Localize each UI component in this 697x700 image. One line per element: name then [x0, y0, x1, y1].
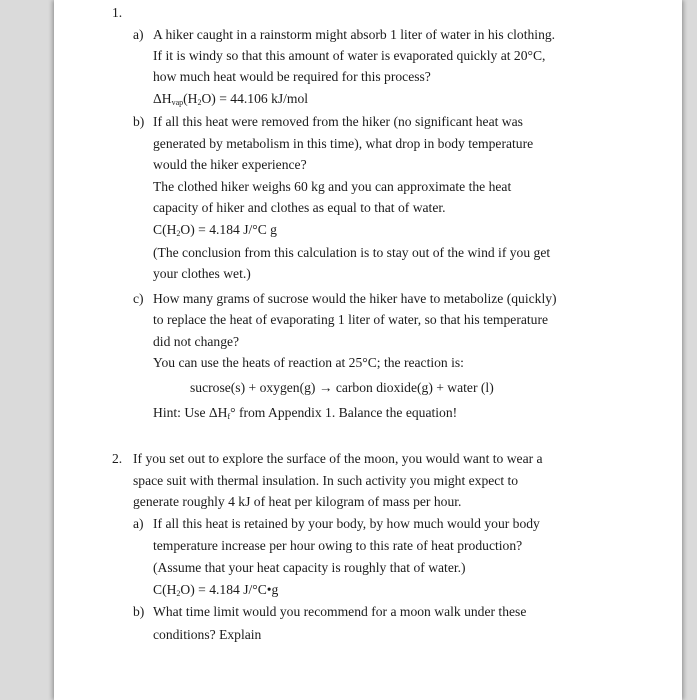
q1b-text-line-5: capacity of hiker and clothes as equal to that of water. [153, 200, 446, 215]
q1c-text-line-4: You can use the heats of reaction at 25°C; the reaction is: [153, 355, 464, 370]
q1a-text-line-3: how much heat would be required for this process? [153, 69, 431, 84]
q1c-text-line-1: How many grams of sucrose would the hiker have to metabolize (quickly) [153, 291, 557, 306]
q1b-text-line-1: If all this heat were removed from the hiker (no significant heat was [153, 114, 523, 129]
q1b-text-line-2: generated by metabolism in this time), what drop in body temperature [153, 136, 534, 151]
q1b-label: b) [133, 114, 145, 129]
q1b-note-line-1: (The conclusion from this calculation is to stay out of the wind if you get [153, 245, 551, 260]
q1b-text-line-3: would the hiker experience? [153, 157, 307, 172]
q2a-label: a) [133, 516, 144, 531]
q1a-label: a) [133, 27, 144, 42]
q2b-text-line-2: conditions? Explain [153, 627, 262, 642]
q1c-hint: Hint: Use $\Delta H_f^\circ$ from Appendix 1. Balance the equation! [153, 405, 458, 421]
q2-text-line-2: space suit with thermal insulation. In such activity you might expect to [133, 473, 519, 488]
question-2-number: 2. [112, 451, 123, 466]
q1b-heat-capacity-formula: $C(H_2O) = 4.184$ J/°C g [153, 222, 277, 238]
q1b-note-line-2: your clothes wet.) [153, 266, 251, 281]
question-1-number: 1. [112, 5, 123, 20]
q2-text-line-3: generate roughly 4 kJ of heat per kilogram of mass per hour. [133, 494, 462, 509]
q1b-text-line-4: The clothed hiker weighs 60 kg and you can approximate the heat [153, 179, 512, 194]
q1a-text-line-1: A hiker caught in a rainstorm might absorb 1 liter of water in his clothing. [153, 27, 556, 42]
q2a-text-line-2: temperature increase per hour owing to this rate of heat production? [153, 538, 523, 553]
q1c-text-line-3: did not change? [153, 334, 240, 349]
q1a-enthalpy-formula: $\Delta H_{vap}(H_2O) = 44.106$ kJ/mol [153, 91, 309, 107]
q2a-heat-capacity-formula: $C(H_2O) = 4.184$ J/°C•g [153, 582, 279, 598]
q2b-text-line-1: What time limit would you recommend for a moon walk under these [153, 604, 527, 619]
q1c-reaction-equation: sucrose(s) + oxygen(g) → carbon dioxide(g) + water (l) [190, 380, 494, 395]
q1c-label: c) [133, 291, 144, 306]
q1c-text-line-2: to replace the heat of evaporating 1 liter of water, so that his temperature [153, 312, 549, 327]
document-page [54, 0, 682, 700]
q2a-text-line-1: If all this heat is retained by your body, by how much would your body [153, 516, 540, 531]
q2b-label: b) [133, 604, 145, 619]
q1a-text-line-2: If it is windy so that this amount of water is evaporated quickly at 20°C, [153, 48, 546, 63]
q2-text-line-1: If you set out to explore the surface of the moon, you would want to wear a [133, 451, 543, 466]
q2a-text-line-3: (Assume that your heat capacity is roughly that of water.) [153, 560, 466, 575]
